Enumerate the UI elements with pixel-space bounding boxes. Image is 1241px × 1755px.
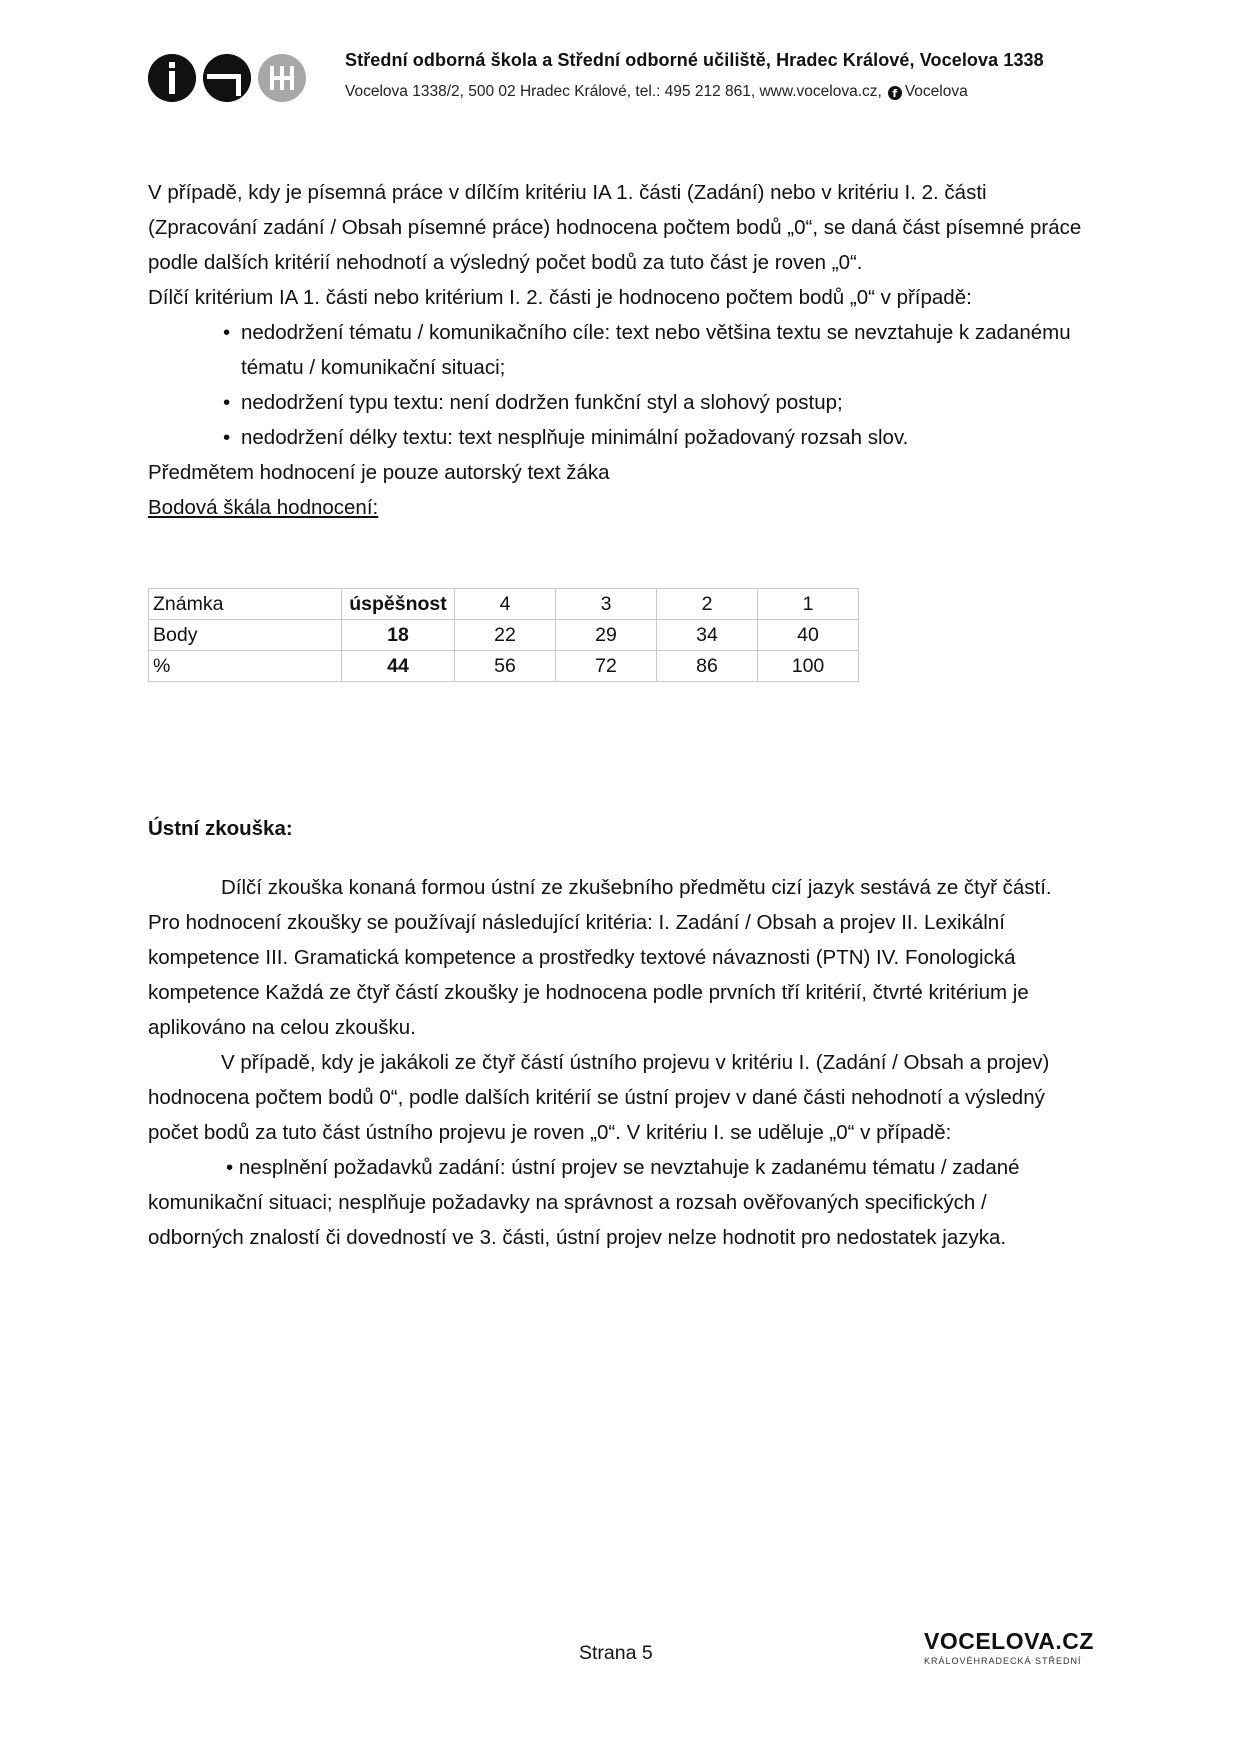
- school-name: Střední odborná škola a Střední odborné učiliště, Hradec Králové, Vocelova 1338: [345, 50, 1044, 70]
- table-cell: 40: [758, 620, 859, 651]
- table-cell: 2: [657, 589, 758, 620]
- facebook-icon: f: [888, 86, 902, 100]
- paragraph: Dílčí kritérium IA 1. části nebo kritérium I. 2. části je hodnoceno počtem bodů „0“ v případě:: [148, 286, 972, 309]
- logo-h-icon: [258, 54, 306, 102]
- list-item: • nedodržení typu textu: není dodržen funkční styl a slohový postup;: [223, 385, 1088, 420]
- grading-table: [148, 588, 859, 682]
- table-cell: úspěšnost: [342, 589, 455, 620]
- table-cell: 44: [342, 651, 455, 682]
- table-cell: 3: [556, 589, 657, 620]
- table-cell: 72: [556, 651, 657, 682]
- scale-title: Bodová škála hodnocení:: [148, 496, 379, 519]
- section-heading: Ústní zkouška:: [148, 817, 293, 840]
- table-cell: 86: [657, 651, 758, 682]
- facebook-label: Vocelova: [904, 83, 968, 100]
- paragraph: Dílčí zkouška konaná formou ústní ze zkušebního předmětu cizí jazyk sestává ze čtyř částí. Pro hodnocení zkoušky se používají následující kritéria: I. Zadání / Obsah a projev II. Lexikální kompetence III. Gramatická kompetence a prostředky textové návaznosti (PTN) IV. Fonologická kompetence Každá ze čtyř částí zkoušky je hodnocena podle prvních tří kritérií, čtvrté kritérium je aplikováno na celou zkoušku.: [148, 876, 1052, 1039]
- page-number: Strana 5: [579, 1642, 653, 1664]
- paragraph: V případě, kdy je jakákoli ze čtyř částí ústního projevu v kritériu I. (Zadání / Obsah a projev) hodnocena počtem bodů 0“, podle dalších kritérií se ústní projev v dané části nehodnotí a výsledný počet bodů za tuto část ústního projevu je roven „0“. V kritériu I. se uděluje „0“ v případě:: [148, 1051, 1050, 1144]
- table-row: [149, 651, 859, 682]
- page-header: [148, 50, 1098, 110]
- table-row: [149, 589, 859, 620]
- table-row: [149, 620, 859, 651]
- table-cell: 18: [342, 620, 455, 651]
- list-item: • nedodržení tématu / komunikačního cíle: text nebo většina textu se nevztahuje k zadanému tématu / komunikační situaci;: [223, 315, 1088, 385]
- contact-line: [345, 83, 1105, 101]
- criteria-list: [148, 315, 1088, 455]
- brand-logo-text: VOCELOVA.CZ: [924, 1628, 1094, 1654]
- table-cell: 1: [758, 589, 859, 620]
- paragraph: Předmětem hodnocení je pouze autorský text žáka: [148, 461, 610, 484]
- table-cell: 56: [455, 651, 556, 682]
- brand-subtitle: KRÁLOVÉHRADECKÁ STŘEDNÍ: [924, 1656, 1082, 1666]
- table-cell: 4: [455, 589, 556, 620]
- contact-info: Vocelova 1338/2, 500 02 Hradec Králové, tel.: 495 212 861, www.vocelova.cz,: [345, 83, 882, 100]
- table-cell: 34: [657, 620, 758, 651]
- table-cell: 100: [758, 651, 859, 682]
- table-cell: 29: [556, 620, 657, 651]
- paragraph: • nesplnění požadavků zadání: ústní projev se nevztahuje k zadanému tématu / zadané komunikační situaci; nesplňuje požadavky na správnost a rozsah ověřovaných specifických / odborných znalostí či dovedností ve 3. části, ústní projev nelze hodnotit pro nedostatek jazyka.: [148, 1156, 1020, 1249]
- logo-i-icon: [148, 54, 196, 102]
- written-section: [148, 175, 1088, 525]
- table-cell: Body: [149, 620, 342, 651]
- table-cell: Známka: [149, 589, 342, 620]
- footer-brand: [924, 1628, 1094, 1666]
- list-item: • nedodržení délky textu: text nesplňuje minimální požadovaný rozsah slov.: [223, 420, 1088, 455]
- table-cell: 22: [455, 620, 556, 651]
- oral-section: [148, 870, 1088, 1255]
- table-cell: %: [149, 651, 342, 682]
- logo-7-icon: [203, 54, 251, 102]
- paragraph: V případě, kdy je písemná práce v dílčím kritériu IA 1. části (Zadání) nebo v kritériu I. 2. části (Zpracování zadání / Obsah písemné práce) hodnocena počtem bodů „0“, se daná část písemné práce podle dalších kritérií nehodnotí a výsledný počet bodů za tuto část je roven „0“.: [148, 181, 1082, 274]
- header-text: [345, 50, 1105, 101]
